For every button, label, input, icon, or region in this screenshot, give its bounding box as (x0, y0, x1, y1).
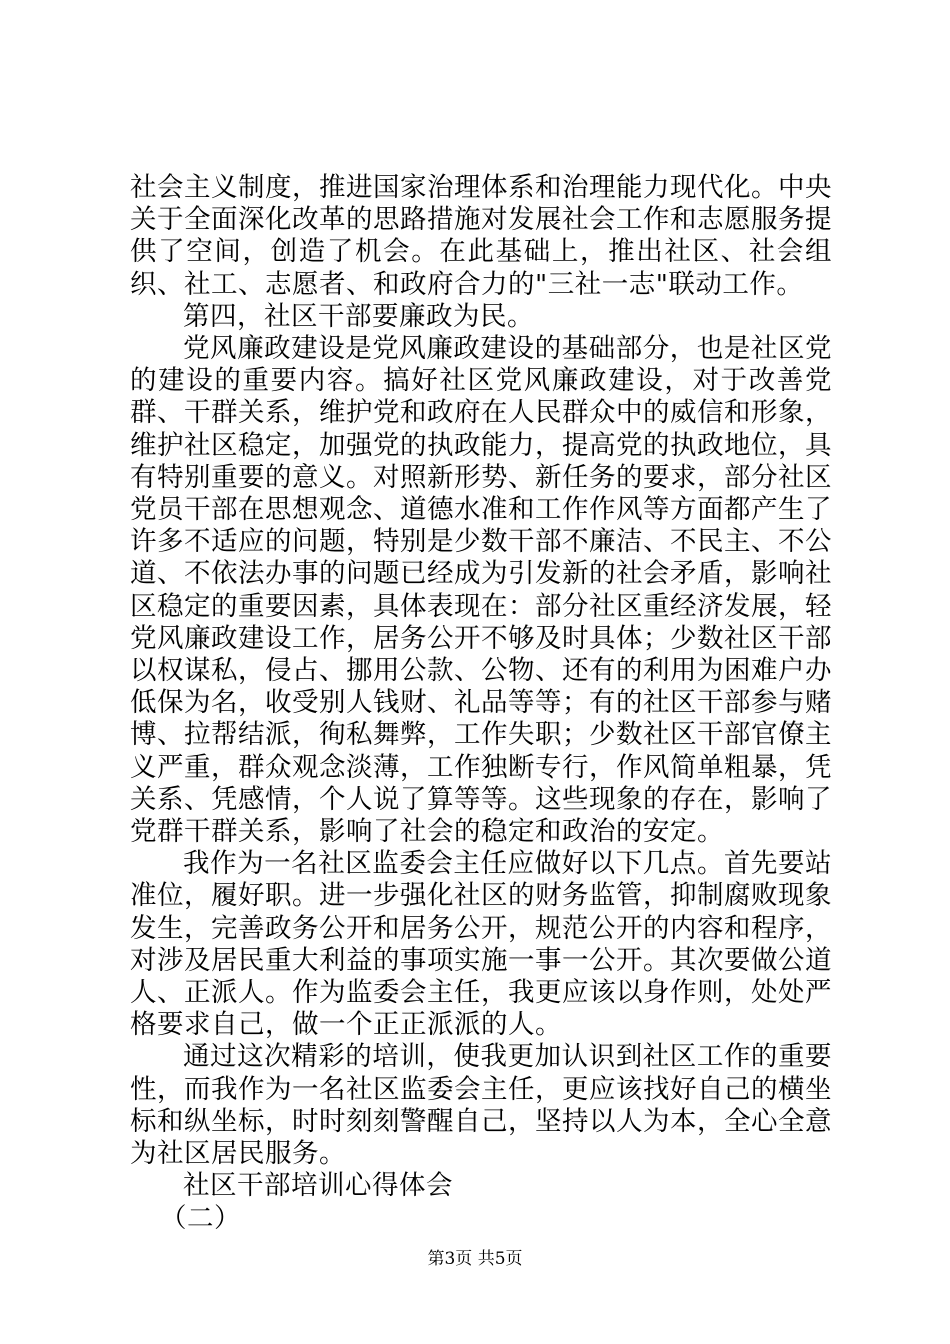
next-article-title: 社区干部培训心得体会 (183, 1170, 453, 1202)
section-heading-fourth: 第四，社区干部要廉政为民。 (183, 300, 534, 332)
next-article-subheading: （二） (160, 1202, 241, 1234)
page-footer: 第3页 共5页 (427, 1249, 523, 1269)
paragraph-continuation: 社会主义制度，推进国家治理体系和治理能力现代化。中央关于全面深化改革的思路措施对发展社会工作和志愿服务提供了空间，创造了机会。在此基础上，推出社区、社会组织、社工、志愿者、和政府合力的"三社一志"联动工作。 (130, 172, 832, 300)
document-body (130, 172, 832, 1235)
paragraph-supervisor-duties: 我作为一名社区监委会主任应做好以下几点。首先要站准位，履好职。进一步强化社区的财务监管，抑制腐败现象发生，完善政务公开和居务公开，规范公开的内容和程序，对涉及居民重大利益的事项实施一事一公开。其次要做公道人、正派人。作为监委会主任，我更应该以身作则，处处严格要求自己，做一个正正派派的人。 (130, 848, 832, 1041)
paragraph-conclusion: 通过这次精彩的培训，使我更加认识到社区工作的重要性，而我作为一名社区监委会主任，更应该找好自己的横坐标和纵坐标，时时刻刻警醒自己，坚持以人为本，全心全意为社区居民服务。 (130, 1041, 832, 1170)
paragraph-party-integrity: 党风廉政建设是党风廉政建设的基础部分，也是社区党的建设的重要内容。搞好社区党风廉政建设，对于改善党群、干群关系，维护党和政府在人民群众中的威信和形象，维护社区稳定，加强党的执政能力，提高党的执政地位，具有特别重要的意义。对照新形势、新任务的要求，部分社区党员干部在思想观念、道德水准和工作作风等方面都产生了许多不适应的问题，特别是少数干部不廉洁、不民主、不公道、不依法办事的问题已经成为引发新的社会矛盾，影响社区稳定的重要因素，具体表现在：部分社区重经济发展，轻党风廉政建设工作，居务公开不够及时具体；少数社区干部以权谋私，侵占、挪用公款、公物、还有的利用为困难户办低保为名，收受别人钱财、礼品等等；有的社区干部参与赌博、拉帮结派，徇私舞弊，工作失职；少数社区干部官僚主义严重，群众观念淡薄，工作独断专行，作风简单粗暴，凭关系、凭感情，个人说了算等等。这些现象的存在，影响了党群干群关系，影响了社会的稳定和政治的安定。 (130, 333, 832, 848)
